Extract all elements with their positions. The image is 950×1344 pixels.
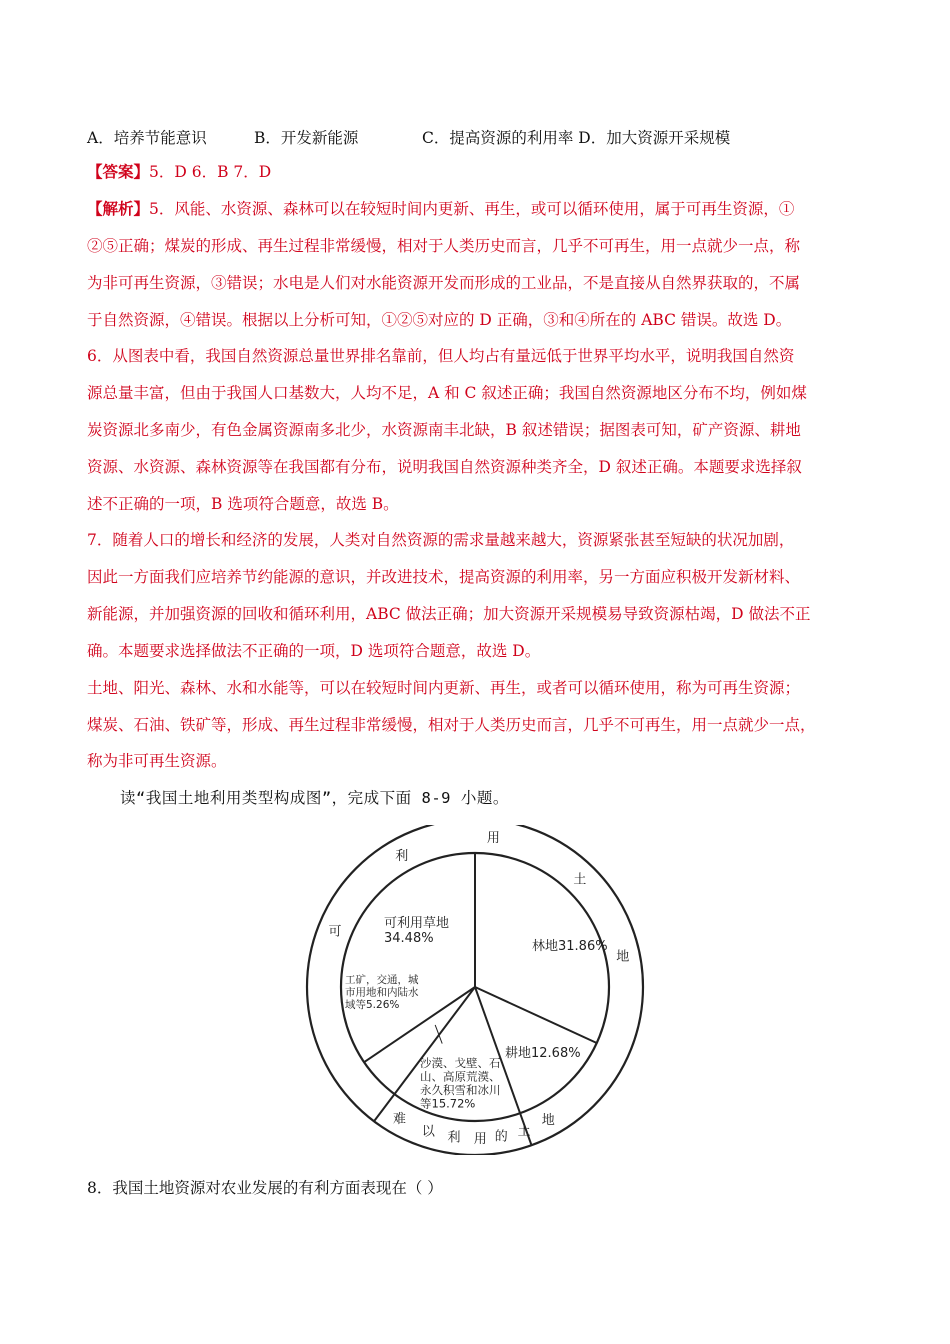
ring-label-usable: 地 [616, 949, 630, 965]
option-c-d: C．提高资源的利用率 D．加大资源开采规模 [422, 129, 731, 147]
pie-slice-boundary [475, 987, 597, 1043]
answer-text: 5．D 6．B 7．D [149, 163, 272, 181]
ring-label-unusable: 地 [541, 1113, 555, 1129]
analysis-line: 新能源，并加强资源的回收和循环利用，ABC 做法正确；加大资源开采规模易导致资源枯竭，D 做法不正 [87, 605, 811, 623]
analysis-line: 7．随着人口的增长和经济的发展，人类对自然资源的需求量越来越大，资源紧张甚至短缺的状况加剧， [87, 531, 795, 549]
question-8: 8．我国土地资源对农业发展的有利方面表现在（ ） [87, 1179, 443, 1197]
ring-label-unusable: 的 [494, 1129, 508, 1145]
analysis-line: 确。本题要求选择做法不正确的一项，D 选项符合题意，故选 D。 [87, 642, 541, 660]
ring-label-unusable: 难 [392, 1111, 407, 1127]
ring-label-unusable: 以 [421, 1124, 435, 1140]
analysis-line: 称为非可再生资源。 [87, 752, 227, 770]
analysis-line: 煤炭、石油、铁矿等，形成、再生过程非常缓慢，相对于人类历史而言，几乎不可再生，用一点就少一点， [87, 716, 816, 734]
analysis-line: 6．从图表中看，我国自然资源总量世界排名靠前，但人均占有量远低于世界平均水平，说明我国自然资 [87, 347, 795, 365]
pie-leader-line [435, 1025, 442, 1044]
analysis-line: ②⑤正确；煤炭的形成、再生过程非常缓慢，相对于人类历史而言，几乎不可再生，用一点就少一点，称 [87, 237, 801, 255]
analysis-line: 述不正确的一项，B 选项符合题意，故选 B。 [87, 495, 399, 513]
analysis-line: 于自然资源，④错误。根据以上分析可知，①②⑤对应的 D 正确，③和④所在的 ABC 错误。故选 D。 [87, 311, 792, 329]
analysis-line: 土地、阳光、森林、水和水能等，可以在较短时间内更新、再生，或者可以循环使用，称为可再生资源； [87, 679, 801, 697]
analysis-label: 【解析】 [87, 199, 150, 218]
pie-slice-label: 耕地12.68% [505, 1046, 581, 1061]
ring-label-unusable: 土 [517, 1123, 531, 1139]
analysis-line [87, 199, 794, 219]
analysis-line: 为非可再生资源，③错误；水电是人们对水能资源开发而形成的工业品，不是直接从自然界获取的，不属 [87, 274, 801, 292]
chart-intro: 读“我国土地利用类型构成图”，完成下面 8-9 小题。 [120, 789, 509, 807]
ring-label-usable: 土 [573, 872, 587, 888]
ring-label-usable: 用 [486, 831, 500, 847]
option-b: B．开发新能源 [254, 129, 359, 147]
pie-slice-label: 沙漠、戈壁、石山、高原荒漠、永久积雪和冰川等15.72% [420, 1056, 501, 1111]
land-use-pie-chart [300, 825, 650, 1155]
ring-label-unusable: 利 [447, 1130, 461, 1146]
ring-label-usable: 利 [395, 848, 409, 864]
pie-slice-label: 林地31.86% [532, 939, 608, 954]
analysis-line: 源总量丰富，但由于我国人口基数大，人均不足，A 和 C 叙述正确；我国自然资源地区分布不均，例如煤 [87, 384, 807, 402]
ring-divider [374, 1094, 394, 1121]
pie-slice-label: 可利用草地 34.48% [384, 916, 450, 946]
ring-label-unusable: 用 [473, 1131, 487, 1147]
pie-slice-label: 工矿，交通，城市用地和内陆水域等5.26% [345, 974, 419, 1011]
analysis-line: 炭资源北多南少，有色金属资源南多北少，水资源南丰北缺，B 叙述错误；据图表可知，矿产资源、耕地 [87, 421, 801, 439]
option-a: A．培养节能意识 [87, 129, 207, 147]
analysis-line: 资源、水资源、森林资源等在我国都有分布，说明我国自然资源种类齐全，D 叙述正确。本题要求选择叙 [87, 458, 802, 476]
analysis-line: 因此一方面我们应培养节约能源的意识，并改进技术，提高资源的利用率，另一方面应积极开发新材料、 [87, 568, 801, 586]
answer-line [87, 162, 271, 182]
ring-label-usable: 可 [328, 924, 342, 940]
answer-label: 【答案】 [87, 162, 150, 181]
analysis-text: 5．风能、水资源、森林可以在较短时间内更新、再生，或可以循环使用，属于可再生资源，① [149, 200, 795, 218]
